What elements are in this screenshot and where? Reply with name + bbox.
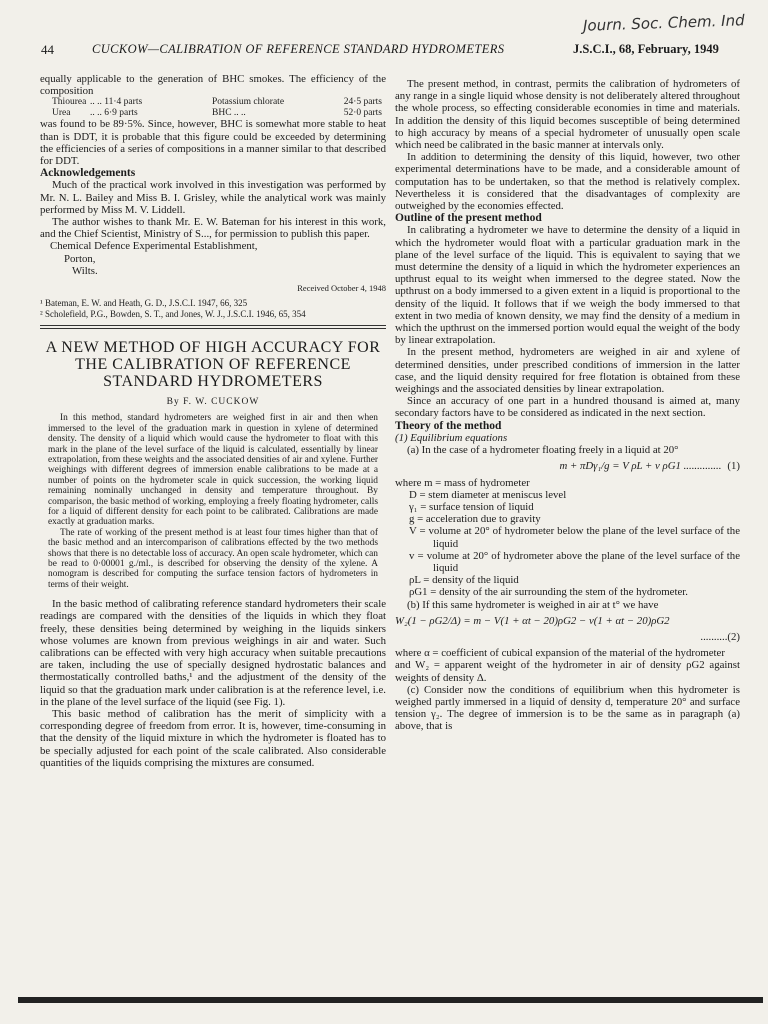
paragraph: (c) Consider now the conditions of equilibrium when this hydrometer is weighed partly immersed in a liquid of density d, temperature 20° and surface tension γ₂. The degree of immersion is to be the same as in paragraph (a) above, that is <box>395 683 740 733</box>
table-cell: Urea <box>52 107 71 118</box>
table-cell: BHC .. .. <box>212 107 246 118</box>
definition-line: where m = mass of hydrometer <box>395 476 530 489</box>
paragraph: Since an accuracy of one part in a hundred thousand is aimed at, many secondary factors have to be considered as indicated in the next section. <box>395 395 740 420</box>
definition-line: v = volume at 20° of hydrometer above the plane of the level surface of the liquid <box>409 549 740 574</box>
table-cell: 52·0 parts <box>343 107 382 118</box>
paragraph: The author wishes to thank Mr. E. W. Bateman for his interest in this work, and the Chief Scientist, Ministry of S..., for permission to publish this paper. <box>40 216 386 241</box>
paragraph: Much of the practical work involved in this investigation was performed by Mr. N. L. Bailey and Miss B. I. Grisley, while the analytical work was mainly performed by Miss M. V. Liddell. <box>40 179 386 216</box>
table-cell: Potassium chlorate <box>212 97 285 108</box>
paragraph: where α = coefficient of cubical expansion of the material of the hydrometer <box>395 647 725 660</box>
page-bottom-rule <box>18 997 763 1003</box>
subsection-heading: (1) Equilibrium equations <box>395 431 508 444</box>
journal-citation: J.S.C.I., 68, February, 1949 <box>573 42 719 56</box>
table-cell: .. .. 6·9 parts <box>90 107 138 118</box>
paragraph: In the basic method of calibrating reference standard hydrometers their scale readings are compared with the densities of the liquids in which they float freely, these densities being determined by weighing in the liquids sinkers whose volumes are known from previous weighings in air and water. Such calibrations can be effected with very high accuracy when suitable precautions are taken, including the use of specially designed hydrostatic balances and thermostatically controlled baths,¹ and the adjustment of the density of the liquid so that the graduation mark under calibration is at the reference level, i.e. in the plane of the level surface of the liquid (see Fig. 1). <box>40 598 386 708</box>
handwritten-annotation: Journ. Soc. Chem. Ind <box>582 11 745 35</box>
paragraph: was found to be 89·5%. Since, however, BHC is somewhat more stable to heat than is DDT, it is probable that this figure could be exceeded by determining the efficiencies of a series of compositions in a manner similar to that described for DDT. <box>40 118 386 168</box>
address-line: Chemical Defence Experimental Establishment, <box>50 240 258 253</box>
abstract <box>40 413 386 590</box>
references <box>40 298 386 319</box>
author-address <box>50 240 386 278</box>
table-cell: 24·5 parts <box>343 97 382 108</box>
paragraph: In addition to determining the density of this liquid, however, two other experimental determinations have to be made, and a considerable amount of computation has to be undertaken, so that the method is relatively complex. Nevertheless it is considered that the disadvantages of complexity are outweighed by the economies effected. <box>395 151 740 213</box>
table-cell: Thiourea <box>52 97 87 108</box>
section-heading: Acknowledgements <box>40 167 136 180</box>
composition-table <box>52 97 386 118</box>
running-title: CUCKOW—CALIBRATION OF REFERENCE STANDARD HYDROMETERS <box>92 42 505 56</box>
left-column <box>40 73 386 769</box>
paragraph: In calibrating a hydrometer we have to determine the density of a liquid in which the hydrometer would float with a particular graduation mark in the plane of the level surface of the liquid. This is equivalent to saying that we must determine the density of a liquid in which the hydrometer experiences an upthrust equal to its weight when immersed to the degree stated. Now the upthrust on a body immersed to a given extent in a liquid is proportional to the density of the liquid. It follows that if we weigh the body immersed to that extent in two media of known density, we may find the density of a medium in which the upthrust on the immersed portion would equal the weight of the body by linear extrapolation. <box>395 224 740 347</box>
table-cell: .. .. 11·4 parts <box>90 97 143 108</box>
abstract-paragraph: The rate of working of the present method is at least four times higher than that of the basic method and an intercomparison of calibrations effected by the two methods shows that there is no detectable loss of accuracy. An open scale hydrometer, which can be read to 0·00001 g./ml., is described for observing the density of the xylene. A nomogram is described for computing the surface tension factors of hydrometers in terms of their weight. <box>48 527 378 590</box>
equation-number: ..........(2) <box>700 630 740 643</box>
paragraph: This basic method of calibration has the merit of simplicity with a corresponding degree of freedom from error. It is, however, time-consuming in that the density of the liquid mixture in which the hydrometer is floated has to be specially adjusted for each point of the scale calibrated. Also considerable quantities of the liquids comprising the mixtures are consumed. <box>40 708 386 769</box>
address-line: Porton, <box>64 252 96 265</box>
intro-text: equally applicable to the generation of BHC smokes. The efficiency of the composition <box>40 73 386 98</box>
symbol-definitions <box>395 477 740 599</box>
byline: By F. W. CUCKOW <box>166 397 260 408</box>
reference-item: ² Scholefield, P.G., Bowden, S. T., and Jones, W. J., J.S.C.I. 1946, 65, 354 <box>40 308 306 319</box>
paragraph: (a) In the case of a hydrometer floating freely in a liquid at 20° <box>407 444 679 457</box>
definition-line: ρL = density of the liquid <box>409 574 519 587</box>
equation-2 <box>395 615 740 627</box>
paragraph: (b) If this same hydrometer is weighed in air at t° we have <box>407 598 659 611</box>
paragraph: and W₂ = apparent weight of the hydrometer in air of density ρG2 against weights of density Δ. <box>395 659 740 684</box>
received-date: Received October 4, 1948 <box>297 282 386 293</box>
definition-line: D = stem diameter at meniscus level <box>409 488 567 501</box>
abstract-paragraph: In this method, standard hydrometers are weighed first in air and then when immersed to the level of the graduation mark in question in xylene of determined density. The density of a liquid which would cause the hydrometer to float with this mark in the plane of the level surface of the liquid is calculated, essentially by linear extrapolation, from these weights and the associated densities of air and xylene. Further weighings with different degrees of immersion enable calibrations to be made at a number of points on the hydrometer scale in quick succession, the working liquid remaining nominally unchanged in density and temperature throughout. By comparison, the basic method of working, employing a freely floating hydrometer, calls for a liquid of different density for each point to be calibrated. Calibrations are made exactly at graduation marks. <box>48 413 378 528</box>
page-number: 44 <box>41 42 54 57</box>
paragraph: The present method, in contrast, permits the calibration of hydrometers of any range in a single liquid whose density is not deliberately altered throughout the whole process, so effecting considerable economies in time and materials. In addition the density of this liquid becomes susceptible of being determined to high accuracy by means of a special hydrometer of unusually open scale which need be calibrated in the basic manner at intervals only. <box>395 78 740 152</box>
reference-item: ¹ Bateman, E. W. and Heath, G. D., J.S.C.I. 1947, 66, 325 <box>40 298 248 309</box>
definition-line: γ₁ = surface tension of liquid <box>409 500 534 513</box>
article-title: A NEW METHOD OF HIGH ACCURACY FOR THE CALIBRATION OF REFERENCE STANDARD HYDROMETERS <box>45 339 381 391</box>
equation-2-number-line <box>395 631 740 643</box>
equation-body: m + πDγ₁/g = V ρL + v ρG1 .............. <box>559 460 722 473</box>
equation-body: W₂(1 − ρG2/Δ) = m − V(1 + αt − 20)ρG2 − v(1 + αt − 20)ρG2 <box>395 614 670 627</box>
definition-line: ρG1 = density of the air surrounding the stem of the hydrometer. <box>409 586 688 599</box>
definition-line: g = acceleration due to gravity <box>409 513 541 526</box>
address-line: Wilts. <box>72 265 98 278</box>
definition-line: V = volume at 20° of hydrometer below the plane of the level surface of the liquid <box>409 525 740 550</box>
equation-number: (1) <box>727 460 740 473</box>
right-column <box>395 78 740 733</box>
paragraph: In the present method, hydrometers are weighed in air and xylene of determined densities, under prescribed conditions of immersion in the latter case, and the liquid density required for free flotation is obtained from these weighings and the associated densities by linear extrapolation. <box>395 346 740 396</box>
article-divider <box>40 325 386 329</box>
equation-1 <box>395 460 740 472</box>
section-heading: Outline of the present method <box>395 212 542 225</box>
section-heading: Theory of the method <box>395 419 502 432</box>
